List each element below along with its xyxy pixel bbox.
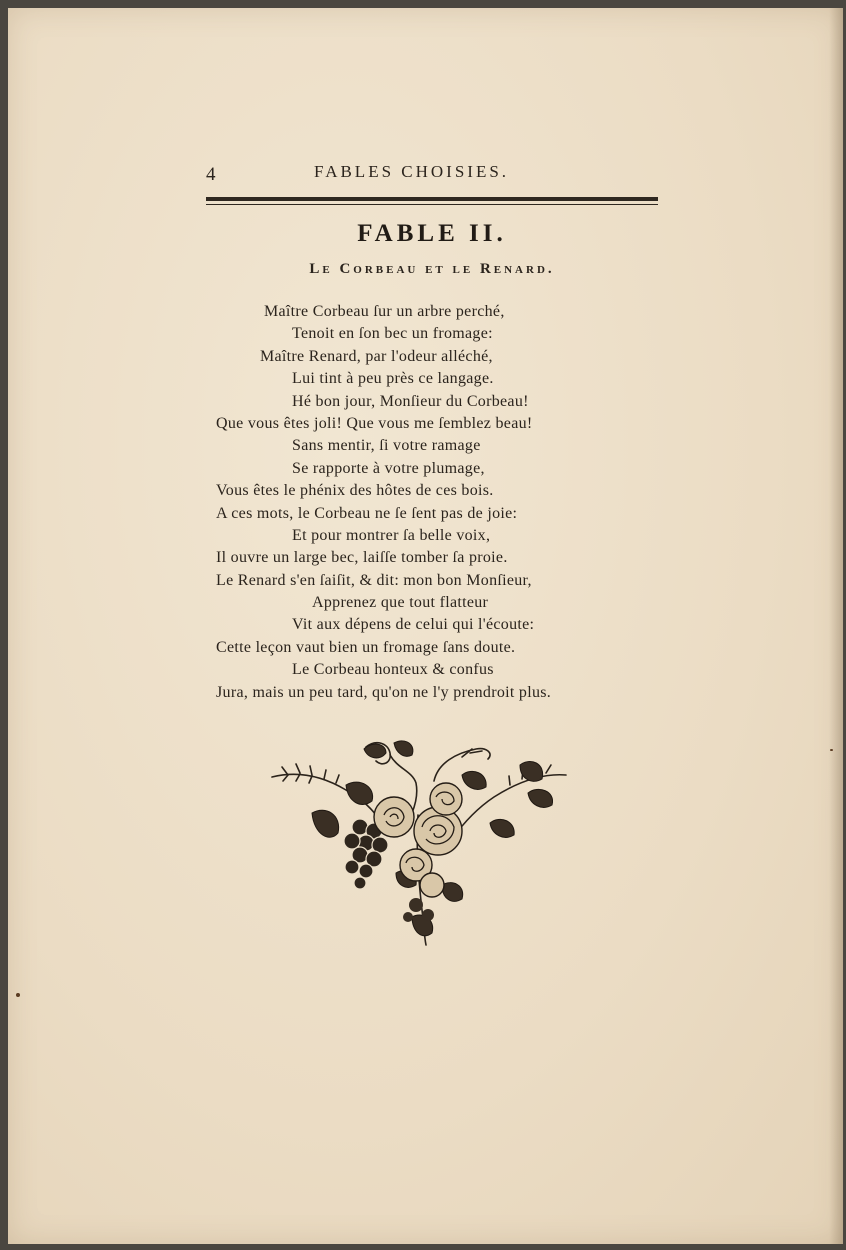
verse-line: Vit aux dépens de celui qui l'écoute: — [292, 616, 535, 634]
verse-line: Jura, mais un peu tard, qu'on ne l'y prendroit plus. — [216, 683, 552, 701]
verse-line: Se rapporte à votre plumage, — [292, 459, 485, 477]
floral-ornament-icon — [266, 735, 570, 950]
ink-speck — [830, 749, 833, 751]
running-head — [206, 160, 658, 186]
verse-line: Sans mentir, ſi votre ramage — [292, 437, 481, 455]
verse-line: Maître Corbeau ſur un arbre perché, — [264, 303, 505, 320]
verse-line: A ces mots, le Corbeau ne ſe ſent pas de joie: — [216, 504, 518, 522]
fable-subtitle: Le Corbeau et le Renard. — [309, 261, 555, 277]
running-title: FABLES CHOISIES. — [314, 162, 510, 181]
verse-line: Et pour montrer ſa belle voix, — [292, 526, 491, 544]
header-rule-thick — [206, 197, 658, 201]
page-number: 4 — [206, 164, 216, 185]
verse-line: Hé bon jour, Monſieur du Corbeau! — [292, 392, 529, 410]
verse-line: Cette leçon vaut bien un fromage ſans doute. — [216, 638, 516, 656]
verse-line: Le Corbeau honteux & confus — [292, 661, 494, 679]
ink-speck — [16, 993, 20, 997]
verse-line: Vous êtes le phénix des hôtes de ces bois. — [216, 482, 494, 500]
page-edge-shadow — [829, 8, 843, 1244]
verse-line: Maître Renard, par l'odeur alléché, — [260, 347, 493, 365]
verse-line: Tenoit en ſon bec un fromage: — [292, 325, 493, 343]
poem — [210, 301, 630, 704]
verse-line: Que vous êtes joli! Que vous me ſemblez beau! — [216, 414, 533, 432]
fable-heading: FABLE II. — [357, 220, 507, 247]
header-rule-thin — [206, 204, 658, 205]
verse-line: Lui tint à peu près ce langage. — [292, 370, 494, 388]
verse-line: Il ouvre un large bec, laiſſe tomber ſa proie. — [216, 549, 508, 567]
verse-line: Le Renard s'en ſaiſit, & dit: mon bon Monſieur, — [216, 571, 532, 589]
verse-line: Apprenez que tout flatteur — [312, 594, 489, 612]
